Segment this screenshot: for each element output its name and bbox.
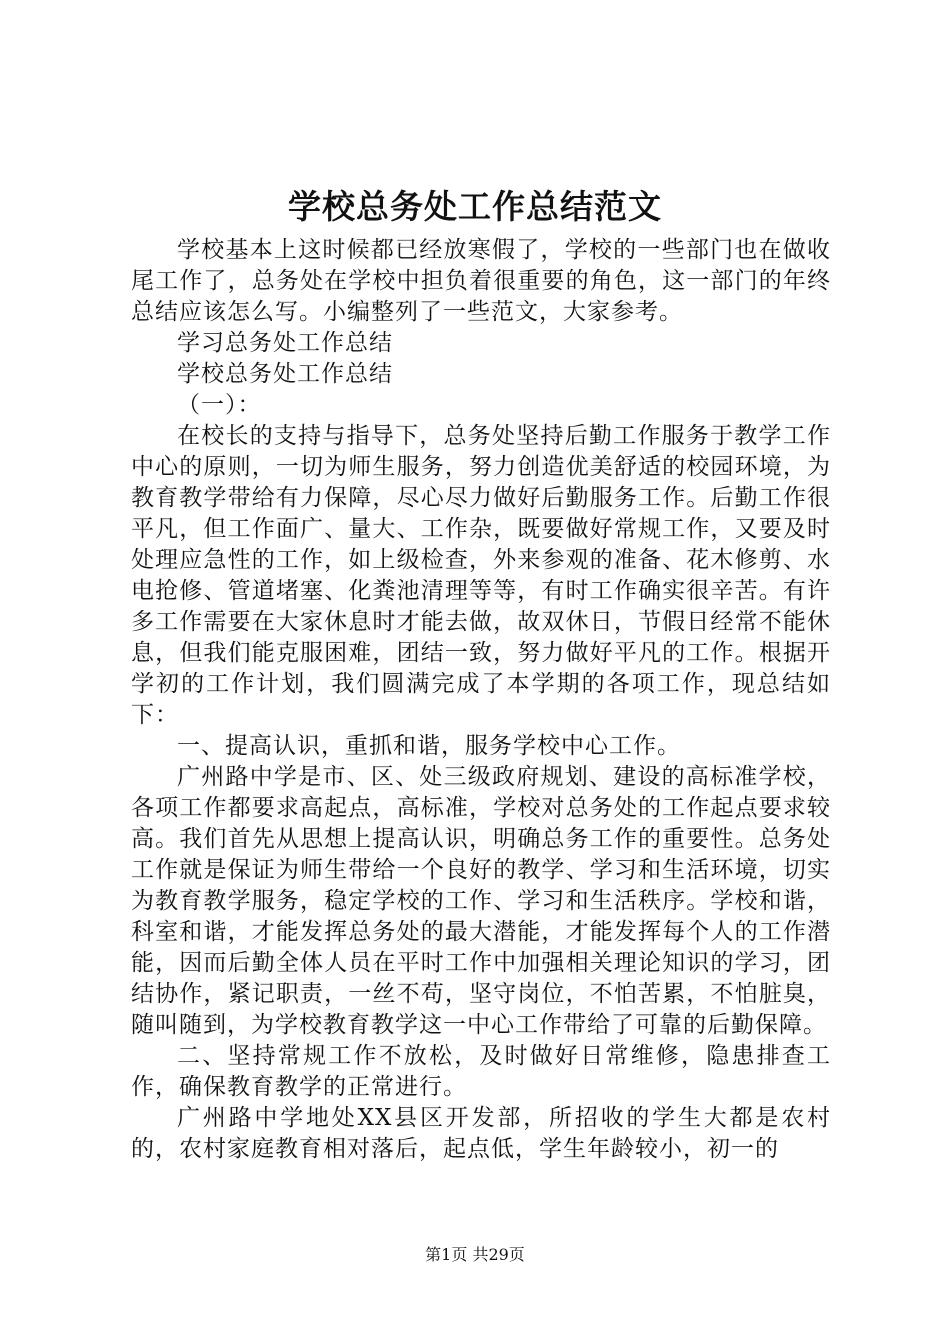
paragraph-heading-2: 学校总务处工作总结 <box>177 361 393 387</box>
paragraph-heading-1: 学习总务处工作总结 <box>177 330 393 356</box>
paragraph-section-2-title: 二、坚持常规工作不放松，及时做好日常维修，隐患排查工作，确保教育教学的正常进行。 <box>131 1043 831 1100</box>
document-body <box>131 235 831 1165</box>
paragraph-section-1-title: 一、提高认识，重抓和谐，服务学校中心工作。 <box>177 733 681 759</box>
page-title: 学校总务处工作总结范文 <box>288 187 662 226</box>
paragraph-section-2-body: 广州路中学地处XX县区开发部，所招收的学生大都是农村的，农村家庭教育相对落后，起点低，学生年龄较小，初一的 <box>131 1105 831 1162</box>
paragraph-intro: 学校基本上这时候都已经放寒假了，学校的一些部门也在做收尾工作了，总务处在学校中担负着很重要的角色，这一部门的年终总结应该怎么写。小编整列了一些范文，大家参考。 <box>131 237 831 325</box>
paragraph-overview: 在校长的支持与指导下，总务处坚持后勤工作服务于教学工作中心的原则，一切为师生服务，努力创造优美舒适的校园环境，为教育教学带给有力保障，尽心尽力做好后勤服务工作。后勤工作很平凡，但工作面广、量大、工作杂，既要做好常规工作，又要及时处理应急性的工作，如上级检查，外来参观的准备、花木修剪、水电抢修、管道堵塞、化粪池清理等等，有时工作确实很辛苦。有许多工作需要在大家休息时才能去做，故双休日，节假日经常不能休息，但我们能克服困难，团结一致，努力做好平凡的工作。根据开学初的工作计划，我们圆满完成了本学期的各项工作，现总结如下： <box>131 423 831 728</box>
page-footer: 第1页 共29页 <box>425 1245 525 1264</box>
paragraph-section-1-body: 广州路中学是市、区、处三级政府规划、建设的高标准学校，各项工作都要求高起点，高标准，学校对总务处的工作起点要求较高。我们首先从思想上提高认识，明确总务工作的重要性。总务处工作就是保证为师生带给一个良好的教学、学习和生活环境，切实为教育教学服务，稳定学校的工作、学习和生活秩序。学校和谐，科室和谐，才能发挥总务处的最大潜能，才能发挥每个人的工作潜能，因而后勤全体人员在平时工作中加强相关理论知识的学习，团结协作，紧记职责，一丝不苟，坚守岗位，不怕苦累，不怕脏臭，随叫随到，为学校教育教学这一中心工作带给了可靠的后勤保障。 <box>131 764 831 1038</box>
paragraph-section-marker: （一）： <box>177 392 262 418</box>
